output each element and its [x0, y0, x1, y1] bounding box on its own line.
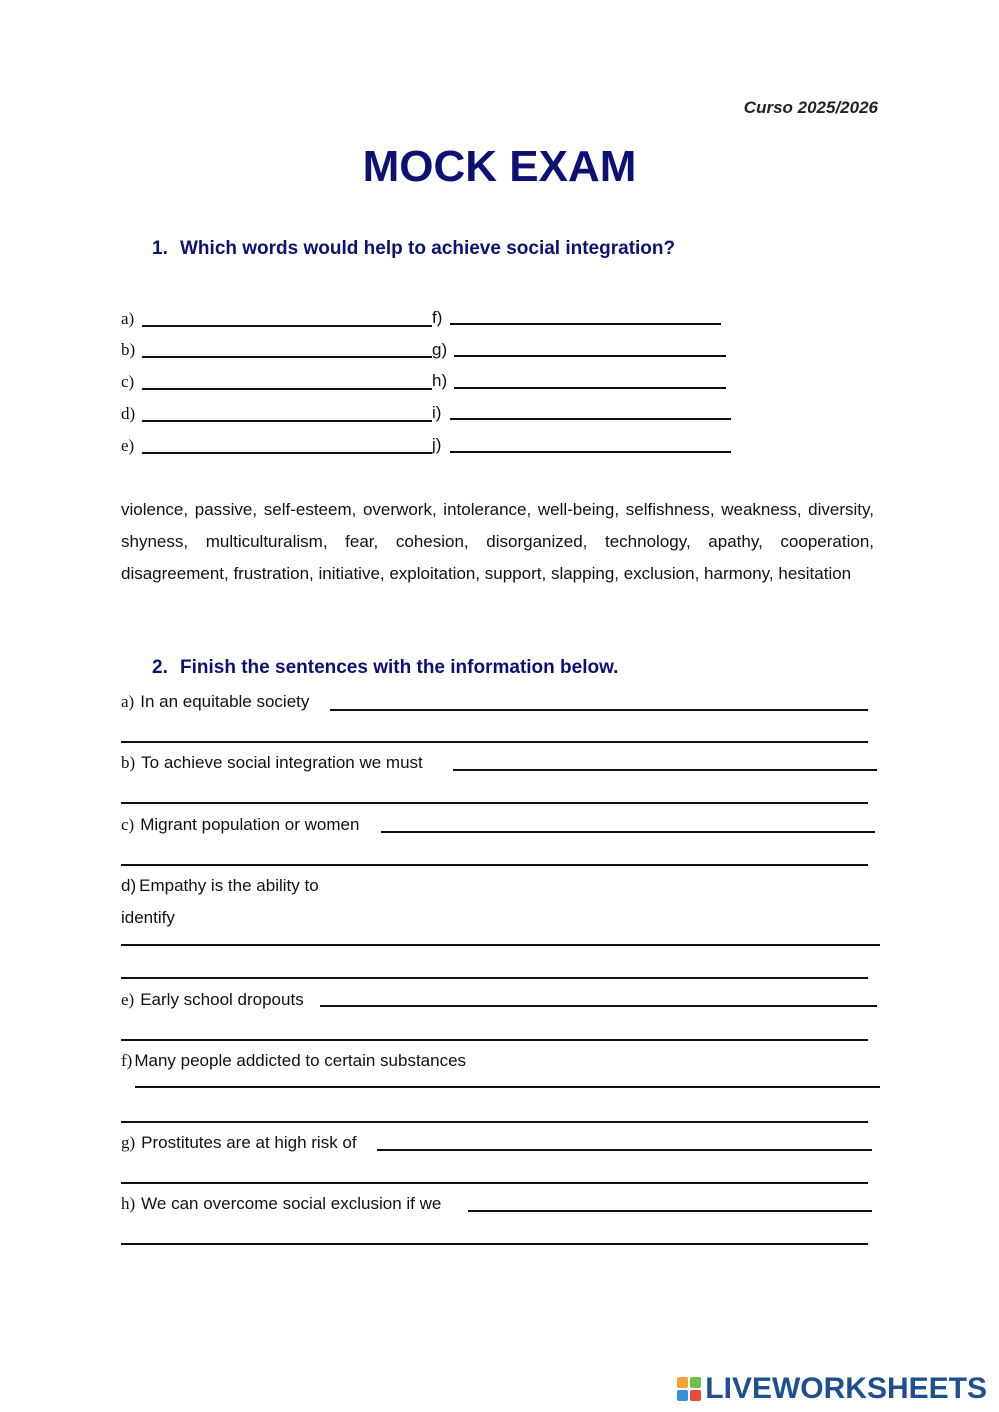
sentence-h-line-2[interactable] — [121, 1243, 868, 1245]
answer-label-c: c) — [121, 372, 135, 391]
sentence-f — [121, 1051, 466, 1071]
sentence-h-text: We can overcome social exclusion if we — [141, 1194, 442, 1213]
sentence-e — [121, 990, 304, 1010]
sentence-h — [121, 1194, 441, 1214]
logo-square-orange — [677, 1377, 688, 1388]
sentence-g — [121, 1133, 357, 1153]
answer-label-b: b) — [121, 340, 136, 359]
sentence-f-letter: f) — [121, 1051, 133, 1070]
sentence-a — [121, 692, 309, 712]
sentence-e-line-2[interactable] — [121, 1039, 868, 1041]
sentence-c-letter: c) — [121, 815, 135, 834]
sentence-g-line-2[interactable] — [121, 1182, 868, 1184]
sentence-c-text: Migrant population or women — [140, 815, 360, 834]
sentence-f-line-1[interactable] — [135, 1086, 880, 1088]
answer-line-e[interactable] — [142, 452, 432, 454]
answer-label-h: h) — [432, 371, 448, 390]
sentence-b-line-2[interactable] — [121, 802, 868, 804]
page-title: MOCK EXAM — [362, 142, 637, 191]
sentence-a-line-2[interactable] — [121, 741, 868, 743]
answer-label-j: j) — [432, 435, 442, 454]
sentence-h-letter: h) — [121, 1194, 136, 1213]
sentence-e-text: Early school dropouts — [140, 990, 304, 1009]
sentence-h-line-1[interactable] — [468, 1210, 872, 1212]
sentence-d-letter: d) — [121, 876, 137, 895]
sentence-g-line-1[interactable] — [377, 1149, 872, 1151]
sentence-d-text: Empathy is the ability to — [139, 876, 319, 895]
sentence-c — [121, 815, 359, 835]
question-1-number: 1. — [152, 238, 168, 259]
question-2-number: 2. — [152, 657, 168, 678]
sentence-b-line-1[interactable] — [453, 769, 877, 771]
sentence-a-text: In an equitable society — [140, 692, 310, 711]
answer-label-g: g) — [432, 340, 448, 359]
answer-line-h[interactable] — [454, 387, 726, 389]
word-bank: violence, passive, self-esteem, overwork, intolerance, well-being, selfishness, weakness, diversity, shyness, multiculturalism, fear, cohesion, disorganized, technology, apathy, cooperation, disagreement, frustration, initiative, exploitation, support, slapping, exclusion, harmony, hesitation — [121, 500, 874, 583]
answer-line-c[interactable] — [142, 388, 432, 390]
liveworksheets-brand — [677, 1372, 987, 1406]
sentence-d — [121, 876, 319, 896]
answer-label-a: a) — [121, 309, 135, 328]
sentence-d-line-1[interactable] — [121, 944, 880, 946]
question-1-heading — [152, 238, 675, 260]
sentence-d-line-2[interactable] — [121, 977, 868, 979]
sentence-e-letter: e) — [121, 990, 135, 1009]
sentence-d-text-2: identify — [121, 908, 175, 927]
sentence-c-line-1[interactable] — [381, 831, 875, 833]
logo-square-green — [690, 1377, 701, 1388]
answer-label-f: f) — [432, 308, 443, 327]
answer-line-f[interactable] — [450, 323, 721, 325]
question-1-text: Which words would help to achieve social integration? — [180, 238, 676, 259]
logo-square-blue — [677, 1390, 688, 1401]
question-2-heading — [152, 657, 618, 679]
question-2-text: Finish the sentences with the information below. — [180, 657, 619, 678]
sentence-b-text: To achieve social integration we must — [141, 753, 423, 772]
course-year: Curso 2025/2026 — [743, 98, 878, 117]
answer-label-d: d) — [121, 404, 136, 423]
logo-square-red — [690, 1390, 701, 1401]
sentence-a-letter: a) — [121, 692, 135, 711]
sentence-a-line-1[interactable] — [330, 709, 868, 711]
answer-line-d[interactable] — [142, 420, 432, 422]
sentence-f-text: Many people addicted to certain substances — [134, 1051, 467, 1070]
sentence-c-line-2[interactable] — [121, 864, 868, 866]
liveworksheets-logo-icon — [677, 1377, 701, 1401]
sentence-b — [121, 753, 423, 773]
answer-line-g[interactable] — [454, 355, 726, 357]
sentence-g-letter: g) — [121, 1133, 136, 1152]
answer-label-i: i) — [432, 403, 442, 422]
sentence-g-text: Prostitutes are at high risk of — [141, 1133, 357, 1152]
answer-line-b[interactable] — [142, 356, 432, 358]
sentence-e-line-1[interactable] — [320, 1005, 877, 1007]
answer-line-a[interactable] — [142, 325, 432, 327]
answer-line-j[interactable] — [450, 451, 731, 453]
answer-line-i[interactable] — [450, 418, 731, 420]
brand-name: LIVEWORKSHEETS — [705, 1372, 987, 1405]
sentence-b-letter: b) — [121, 753, 136, 772]
sentence-f-line-2[interactable] — [121, 1121, 868, 1123]
answer-label-e: e) — [121, 436, 135, 455]
